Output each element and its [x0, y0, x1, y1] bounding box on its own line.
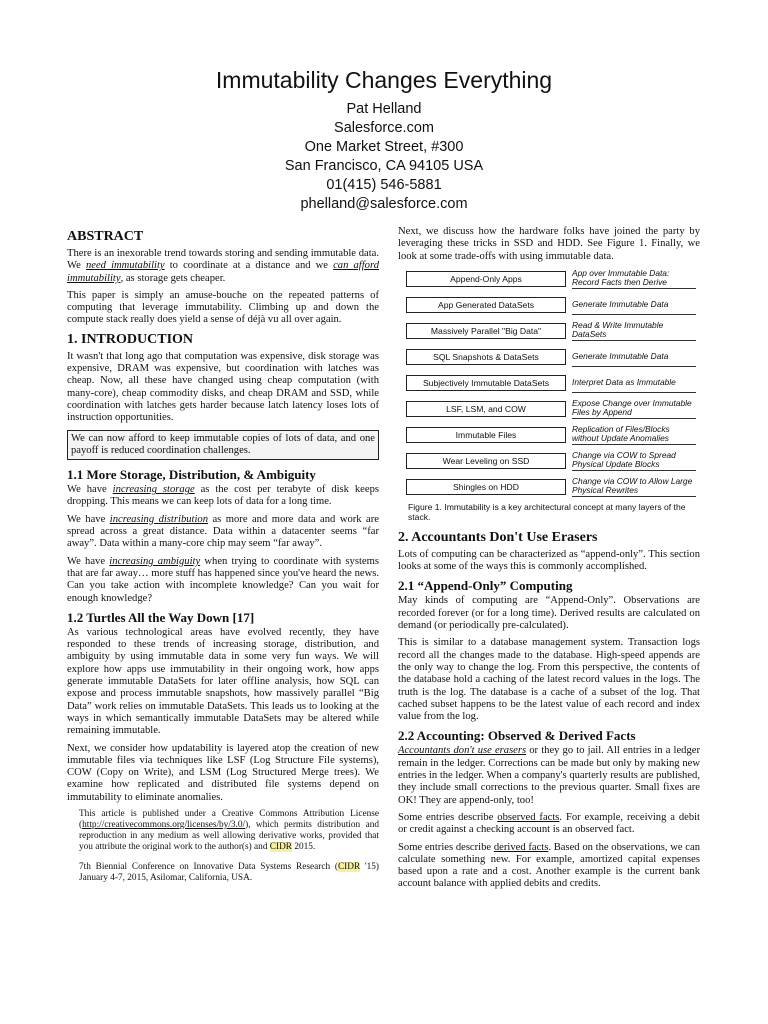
figure-layer-desc: App over Immutable Data: Record Facts then Derive: [572, 268, 696, 289]
figure-layer-desc: Change via COW to Allow Large Physical Rewrites: [572, 476, 696, 497]
figure-layer-desc: Expose Change over Immutable Files by Append: [572, 398, 696, 419]
abstract-heading: ABSTRACT: [67, 229, 144, 244]
section-1-1-paragraph-2: We have increasing distribution as more and more data and work are spread across a great distance. Data within a datacenter seems “far away”. Data within a many-core chip may seem “far away”.: [67, 513, 379, 550]
figure-row: [406, 346, 698, 368]
author-name: Pat Helland: [346, 101, 422, 117]
figure-row: [406, 320, 698, 342]
intro-heading: 1. INTRODUCTION: [67, 331, 194, 347]
section-2-1-paragraph-2: This is similar to a database management system. Transaction logs record all the changes made to the database. High-speed appends are the only way to change the log. From this perspective, the contents of the database hold a caching of the latest record values in the logs. The truth is the log. The database is a cache of a subset of the log. That cached subset happens to be the latest value of each record and index value from the log.: [398, 637, 700, 723]
figure-layer-desc: Generate Immutable Data: [572, 346, 696, 367]
paper-header: [0, 66, 768, 214]
section-2-2-heading: 2.2 Accounting: Observed & Derived Facts: [398, 728, 636, 744]
figure-layer-box: Immutable Files: [406, 427, 566, 443]
intro-callout-box: We can now afford to keep immutable copies of lots of data, and one payoff is reduced coordination challenges.: [67, 430, 379, 461]
author-phone: 01(415) 546-5881: [326, 177, 442, 193]
abstract-paragraph-2: This paper is simply an amuse-bouche on the repeated patterns of computing that leverage immutability. Climbing up and down the compute stack really does yield a sense of déjà vu all over again.: [67, 289, 379, 326]
figure-layer-desc: Replication of Files/Blocks without Update Anomalies: [572, 424, 696, 445]
figure-layer-desc: Generate Immutable Data: [572, 294, 696, 315]
author-email: phelland@salesforce.com: [300, 196, 468, 212]
author-city: San Francisco, CA 94105 USA: [284, 158, 484, 174]
figure-row: [406, 398, 698, 420]
section-2-paragraph: Lots of computing can be characterized as “append-only”. This section looks at some of the ways this is commonly accomplished.: [398, 548, 700, 573]
figure-row: [406, 294, 698, 316]
emphasis: can afford immutability: [67, 260, 379, 284]
section-1-1-paragraph-3: We have increasing ambiguity when trying to coordinate with systems that are far away… more stuff has happened since you've heard the news. Can you take action with incomplete knowledge? Can you wait for enough knowledge?: [67, 555, 379, 604]
section-2-heading: 2. Accountants Don't Use Erasers: [398, 529, 598, 545]
license-footnote: This article is published under a Creative Commons Attribution License (http://creativecommons.org/licenses/by/3.0/), which permits distribution and reproduction in any medium as well allowing derivative works, provided that you attribute the original work to the author(s) and CIDR 2015.: [79, 808, 379, 852]
figure-layer-box: Massively Parallel "Big Data": [406, 323, 566, 339]
footnote-block: [79, 809, 379, 884]
author-street: One Market Street, #300: [304, 139, 464, 155]
paper-title: Immutability Changes Everything: [215, 67, 553, 93]
section-2-1-heading: 2.1 “Append-Only” Computing: [398, 578, 573, 594]
section-2-1-paragraph-1: May kinds of computing are “Append-Only”. Observations are recorded forever (or for a long time). Derived results are calculated on demand (or periodically pre-calculated).: [398, 595, 700, 632]
figure-layer-desc: Change via COW to Spread Physical Update Blocks: [572, 450, 696, 471]
figure-row: [406, 268, 698, 290]
section-1-2-paragraph-2: Next, we consider how updatability is layered atop the creation of new immutable files via techniques like LSF (Log Structure File systems), COW (Copy on Write), and LSM (Log Structured Merge trees). We examine how replicated and distributed file systems depend on immutability to eliminate anomalies.: [67, 742, 379, 803]
section-2-2-paragraph-2: Some entries describe observed facts. For example, receiving a debit or credit against a checking account is an observed fact.: [398, 811, 701, 836]
emphasis: need immutability: [85, 260, 165, 272]
intro-paragraph: It wasn't that long ago that computation was expensive, disk storage was expensive, DRAM was expensive, but coordination with latches was cheap. Now, all these have changed using cheap computation (with many-core), cheap commodity disks, and cheap DRAM and SSD, while coordination with latches gets harder because latch latency loses lots of instruction opportunities.: [67, 350, 379, 424]
abstract-paragraph-1: There is an inexorable trend towards storing and sending immutable data. We need immutability to coordinate at a distance and we can afford immutability, as storage gets cheaper.: [67, 248, 379, 284]
conference-footnote: 7th Biennial Conference on Innovative Data Systems Research (CIDR '15) January 4-7, 2015, Asilomar, California, USA.: [79, 861, 379, 883]
figure-layer-box: LSF, LSM, and COW: [406, 401, 566, 417]
author-org: Salesforce.com: [334, 120, 434, 136]
figure-row: [406, 476, 698, 498]
figure-row: [406, 450, 698, 472]
figure-layer-box: SQL Snapshots & DataSets: [406, 349, 566, 365]
right-column: [398, 226, 700, 896]
license-link[interactable]: http://creativecommons.org/licenses/by/3.0/: [82, 819, 246, 830]
figure-1: [406, 268, 698, 498]
section-2-2-paragraph-1: Accountants don't use erasers or they go to jail. All entries in a ledger remain in the ledger. Corrections can be made but only by making new entries in the ledger. When a company's quarterly results are published, they include small corrections to the previous quarter. Small fixes are OK! They are append-only, too!: [398, 745, 700, 806]
figure-row: [406, 424, 698, 446]
section-1-2-heading: 1.2 Turtles All the Way Down [17]: [67, 609, 255, 625]
figure-layer-box: App Generated DataSets: [406, 297, 566, 313]
section-1-2-paragraph-1: As various technological areas have evolved recently, they have responded to these trends of increasing storage, distribution, and ambiguity by using immutable data in some very fun ways. We will explore how apps use immutability in their ongoing work, how apps generate immutable DataSets for later offline analysis, how SQL can expose and process immutable snapshots, how massively parallel “Big Data” work relies on immutable DataSets. This leads us to looking at the ways in which semantically immutable DataSets may be altered while remaining immutable.: [67, 626, 379, 737]
figure-layer-box: Append-Only Apps: [406, 271, 566, 287]
section-2-2-paragraph-3: Some entries describe derived facts. Based on the observations, we can calculate something new. For example, amortized capital expenses based upon a rate and a cost. Another example is the current bank account balance with applied debits and credits.: [398, 841, 701, 890]
figure-layer-box: Subjectively Immutable DataSets: [406, 375, 566, 391]
figure-layer-box: Wear Leveling on SSD: [406, 453, 566, 469]
figure-layer-desc: Read & Write Immutable DataSets: [572, 320, 696, 341]
left-column: [67, 226, 379, 893]
figure-layer-box: Shingles on HDD: [406, 479, 566, 495]
figure-row: [406, 372, 698, 394]
section-1-1-paragraph-1: We have increasing storage as the cost per terabyte of disk keeps dropping. This means we can keep lots of data for a long time.: [67, 484, 379, 508]
section-1-1-heading: 1.1 More Storage, Distribution, & Ambiguity: [67, 467, 316, 483]
figure-layer-desc: Interpret Data as Immutable: [572, 372, 696, 393]
figure-1-caption: Figure 1. Immutability is a key architectural concept at many layers of the stack.: [408, 501, 686, 522]
right-intro-paragraph: Next, we discuss how the hardware folks have joined the party by leveraging these tricks in SSD and HDD. See Figure 1. Finally, we look at some trade-offs with using immutable data.: [398, 226, 700, 262]
